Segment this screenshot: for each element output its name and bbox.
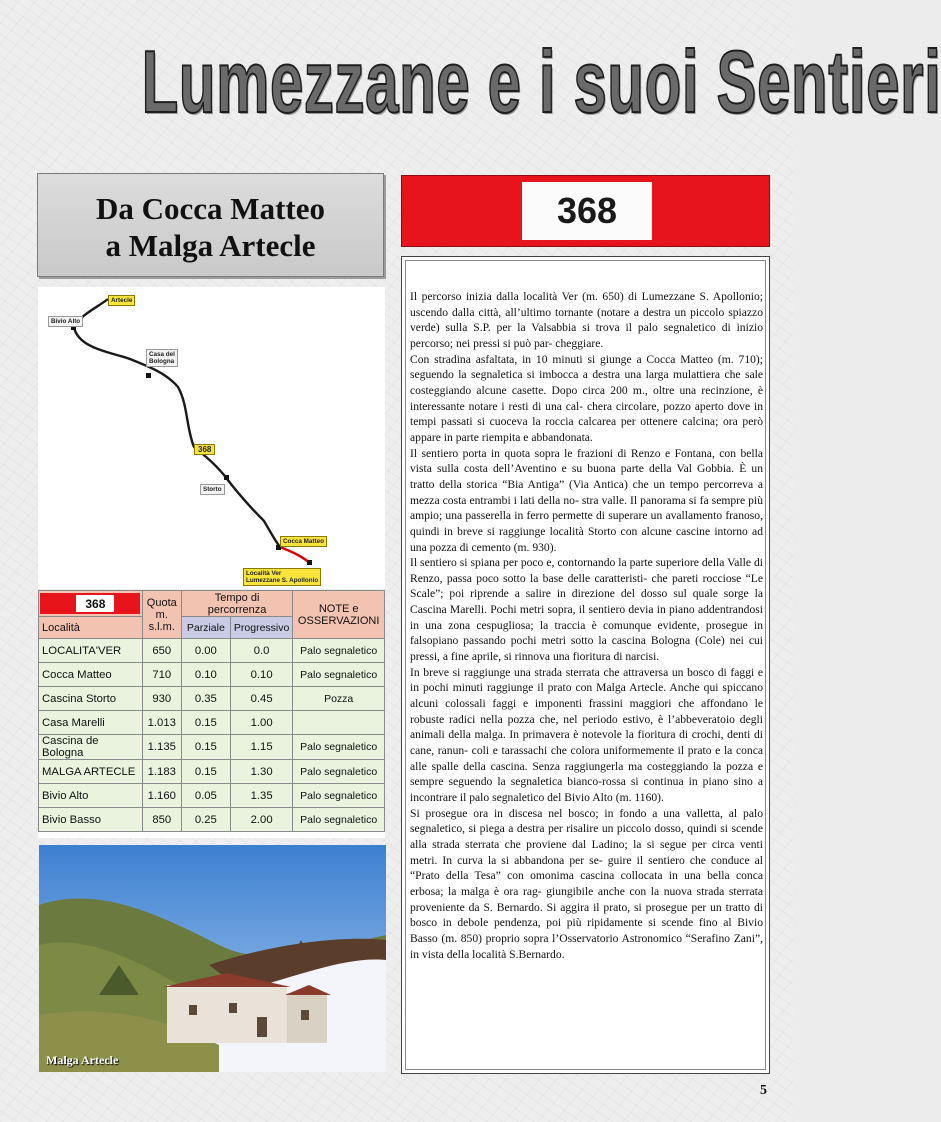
notes-cell: Palo segnaletico xyxy=(293,639,385,663)
altitude-cell: 710 xyxy=(142,663,181,687)
subtitle-line-1: Da Cocca Matteo xyxy=(96,191,325,226)
map-label-casa-bologna xyxy=(146,349,178,367)
trail-sign-plate xyxy=(522,182,652,240)
altitude-cell: 1.135 xyxy=(142,735,181,760)
progressive-time-cell: 1.30 xyxy=(230,760,292,784)
page-number: 5 xyxy=(760,1083,767,1098)
header-partial: Parziale xyxy=(181,617,230,639)
header-time: Tempo di percorrenza xyxy=(181,591,293,617)
page-title: Lumezzane e i suoi Sentieri xyxy=(141,32,941,131)
notes-cell xyxy=(293,711,385,735)
table-row xyxy=(39,663,385,687)
partial-time-cell: 0.35 xyxy=(181,687,230,711)
partial-time-cell: 0.00 xyxy=(181,639,230,663)
subtitle xyxy=(38,174,383,264)
map-label-ver-line-1: Località Ver xyxy=(246,570,282,577)
location-cell: LOCALITA'VER xyxy=(39,639,143,663)
notes-cell: Palo segnaletico xyxy=(293,663,385,687)
text-frame xyxy=(401,256,770,1074)
map-label-artecle: Artecle xyxy=(108,295,135,306)
table-row xyxy=(39,784,385,808)
header-progressive: Progressivo xyxy=(230,617,292,639)
map-label-casa-bologna-line-1: Casa del xyxy=(149,351,175,358)
altitude-cell: 1.160 xyxy=(142,784,181,808)
table-trail-number: 368 xyxy=(76,595,114,612)
partial-time-cell: 0.15 xyxy=(181,735,230,760)
notes-cell: Pozza xyxy=(293,687,385,711)
table-row xyxy=(39,687,385,711)
partial-time-cell: 0.10 xyxy=(181,663,230,687)
article-body xyxy=(410,289,763,962)
notes-cell: Palo segnaletico xyxy=(293,735,385,760)
map-label-storto: Storto xyxy=(200,484,225,495)
paragraph: In breve si raggiunge una strada sterrata che attraversa un bosco di faggi e in pochi minuti raggiunge il prato con Malga Artecle. Anche qui spiccano alcuni colossali faggi e imponenti frassini maggiori che affondano le robuste radici nella pozza che, nel periodo estivo, è l’abbeveratoio degli animali della malga. In primavera è notevole la fioritura di crochi, denti di cane, ranun- coli e tarassachi che colora uniformemente il prato e la conca alle spalle della cascina. Senza raggiungerla ma costeggiando la pozza e sempre seguendo la segnaletica bianco-rossa si continua in piano sino a incontrare il palo segnaletico del Bivio Alto (m. 1160). xyxy=(410,665,763,804)
paragraph: Si prosegue ora in discesa nel bosco; in fondo a una valletta, al palo segnaletico, si piega a destra per risalire un piccolo dosso, quindi si scende alla strada sterrata che proviene dal Ladino; la si segue per circa venti metri. In curva la si abbandona per se- guire il sentiero che conduce al “Prato della Tesa” con omonima cascina collocata in una bella conca erbosa; la malga è ora rag- giungibile anche con la nuova strada sterrata proveniente da S. Bernardo. Si aggira il prato, si prosegue per un tratto di bosco in debole pendenza, poi più ripidamente si scende fino al Bivio Basso (m. 850) proprio sopra l’Osservatorio Astronomico “Serafino Zani”, in vista della località S.Bernardo. xyxy=(410,806,763,961)
altitude-cell: 1.013 xyxy=(142,711,181,735)
route-table-wrap xyxy=(38,590,385,838)
progressive-time-cell: 0.10 xyxy=(230,663,292,687)
table-row xyxy=(39,808,385,832)
progressive-time-cell: 0.0 xyxy=(230,639,292,663)
location-cell: Bivio Basso xyxy=(39,808,143,832)
location-cell: Bivio Alto xyxy=(39,784,143,808)
altitude-cell: 1.183 xyxy=(142,760,181,784)
header-location: Località xyxy=(39,617,143,639)
trail-map-drawing xyxy=(38,287,385,589)
trail-map xyxy=(38,287,385,589)
location-cell: MALGA ARTECLE xyxy=(39,760,143,784)
map-trail-badge: 368 xyxy=(194,444,215,455)
progressive-time-cell: 1.35 xyxy=(230,784,292,808)
trail-start-segment xyxy=(280,547,310,563)
location-cell: Cocca Matteo xyxy=(39,663,143,687)
partial-time-cell: 0.25 xyxy=(181,808,230,832)
table-sign-cell xyxy=(39,591,143,617)
map-label-ver xyxy=(243,568,321,586)
map-label-ver-line-2: Lumezzane S. Apollonio xyxy=(246,577,319,584)
table-row xyxy=(39,639,385,663)
photo-caption: Malga Artecle xyxy=(46,1053,119,1067)
table-row xyxy=(39,735,385,760)
malga-photo-drawing xyxy=(39,845,386,1072)
altitude-cell: 650 xyxy=(142,639,181,663)
map-label-cocca-matteo: Cocca Matteo xyxy=(280,536,327,547)
table-row xyxy=(39,760,385,784)
progressive-time-cell: 1.00 xyxy=(230,711,292,735)
trail-number: 368 xyxy=(556,190,618,231)
progressive-time-cell: 2.00 xyxy=(230,808,292,832)
altitude-cell: 850 xyxy=(142,808,181,832)
partial-time-cell: 0.15 xyxy=(181,760,230,784)
progressive-time-cell: 0.45 xyxy=(230,687,292,711)
paragraph: Il percorso inizia dalla località Ver (m. 650) di Lumezzane S. Apollonio; uscendo dalla città, all’ultimo tornante (notare a destra un piccolo spiazzo verde) sulla S.P. per la Valsabbia si trova il palo segnaletico di inizio percorso; nei pressi si può par- cheggiare. xyxy=(410,290,763,350)
location-cell: Cascina Storto xyxy=(39,687,143,711)
progressive-time-cell: 1.15 xyxy=(230,735,292,760)
map-label-casa-bologna-line-2: Bologna xyxy=(149,358,175,365)
point-marker-casa-bologna xyxy=(146,373,151,378)
partial-time-cell: 0.15 xyxy=(181,711,230,735)
paragraph: Il sentiero porta in quota sopra le frazioni di Renzo e Fontana, con bella vista sulla costa dell’Aventino e su buona parte della Val Gobbia. È un tratto della storica “Bia Antiga” (Via Antica) che un tempo percorreva a mezza costa entrambi i lati della no- stra valle. Il panorama si fa sempre più ampio; una passerella in ferro permette di superare un avallamento franoso, quindi in breve si raggiunge località Storto con alcune cascine intorno ad una pozza di cemento (m. 930). xyxy=(410,446,763,554)
paragraph: Il sentiero si spiana per poco e, contornando la parte superiore della Valle di Renzo, passa poco sotto la base delle caratteristi- che pareti rocciose “Le Scale”; poi riprende a salire in direzione del dosso sul quale sorge la Cascina Marelli. Pochi metri sopra, il sentiero devia in piano addentrandosi in una zona cespugliosa; la traccia è comunque evidente, prosegue in falsopiano passando pochi metri sotto la cascina Bologna (Cole) nei cui pressi, a fine aprile, si rinnova una fioritura di narcisi. xyxy=(410,556,763,664)
trail-path xyxy=(74,299,280,547)
header-altitude: Quota m. s.l.m. xyxy=(142,591,181,639)
location-cell: Cascina de Bologna xyxy=(39,735,143,760)
subtitle-line-2: a Malga Artecle xyxy=(105,228,316,263)
point-marker-storto xyxy=(224,475,229,480)
notes-cell: Palo segnaletico xyxy=(293,760,385,784)
altitude-cell: 930 xyxy=(142,687,181,711)
partial-time-cell: 0.05 xyxy=(181,784,230,808)
table-row xyxy=(39,711,385,735)
route-table xyxy=(38,590,385,832)
point-marker-ver xyxy=(307,560,312,565)
paragraph: Con stradina asfaltata, in 10 minuti si giunge a Cocca Matteo (m. 710); seguendo la segnaletica si imbocca a destra una larga mulattiera che sale costeggiando alcune casette. Dopo circa 200 m., oltre una recinzione, è interessante notare i resti di una cal- chera circolare, pozzo aperto dove in tempi passati si cuoceva la roccia calcarea per ottenere calcina; ora però appare in parte riempita e abbandonata. xyxy=(410,352,763,444)
subtitle-box xyxy=(37,173,384,277)
notes-cell: Palo segnaletico xyxy=(293,808,385,832)
notes-cell: Palo segnaletico xyxy=(293,784,385,808)
location-cell: Casa Marelli xyxy=(39,711,143,735)
table-trail-sign xyxy=(40,593,140,614)
map-label-bivio-alto: Bivio Alto xyxy=(48,316,83,327)
malga-photo xyxy=(39,845,386,1072)
header-notes: NOTE e OSSERVAZIONI xyxy=(293,591,385,639)
trail-sign xyxy=(401,175,770,247)
